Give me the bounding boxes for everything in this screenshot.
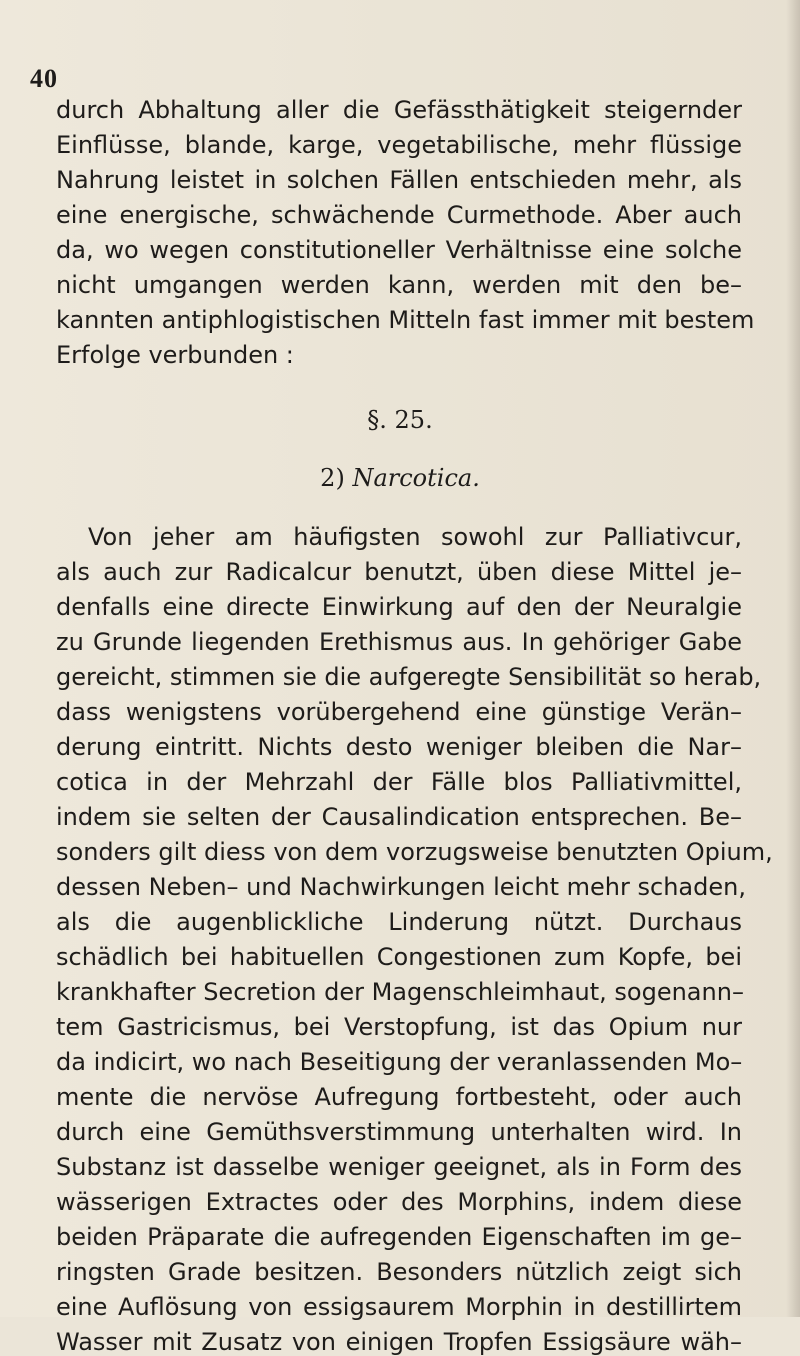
subheading xyxy=(0,464,800,492)
text-line: Von jeher am häufigsten sowohl zur Palliativcur, xyxy=(88,523,742,551)
page-number: 40 xyxy=(30,64,58,93)
text-line: durch eine Gemüthsverstimmung unterhalten wird. In xyxy=(56,1118,742,1146)
text-line: durch Abhaltung aller die Gefässthätigkeit steigernder xyxy=(56,96,742,124)
text-line: eine Auflösung von essigsaurem Morphin in destillirtem xyxy=(56,1293,742,1321)
text-line: schädlich bei habituellen Congestionen zum Kopfe, bei xyxy=(56,943,742,971)
text-line: ringsten Grade besitzen. Besonders nützlich zeigt sich xyxy=(56,1258,742,1286)
text-line: denfalls eine directe Einwirkung auf den der Neuralgie xyxy=(56,593,742,621)
subheading-number: 2) xyxy=(320,464,345,492)
text-line: Einflüsse, blande, karge, vegetabilische, mehr flüssige xyxy=(56,131,742,159)
text-line: da, wo wegen constitutioneller Verhältnisse eine solche xyxy=(56,236,742,264)
text-line: krankhafter Secretion der Magenschleimhaut, sogenann– xyxy=(56,978,744,1006)
text-line: dass wenigstens vorübergehend eine günstige Verän– xyxy=(56,698,742,726)
text-line: indem sie selten der Causalindication entsprechen. Be– xyxy=(56,803,742,831)
text-line: derung eintritt. Nichts desto weniger bleiben die Nar– xyxy=(56,733,742,761)
text-line: kannten antiphlogistischen Mitteln fast immer mit bestem xyxy=(56,306,755,334)
text-line: als die augenblickliche Linderung nützt. Durchaus xyxy=(56,908,742,936)
section-number: §. 25. xyxy=(367,406,433,434)
text-line: beiden Präparate die aufregenden Eigenschaften im ge– xyxy=(56,1223,742,1251)
text-line: sonders gilt diess von dem vorzugsweise benutzten Opium, xyxy=(56,838,773,866)
text-line: mente die nervöse Aufregung fortbesteht, oder auch xyxy=(56,1083,742,1111)
text-line: als auch zur Radicalcur benutzt, üben diese Mittel je– xyxy=(56,558,742,586)
text-line: cotica in der Mehrzahl der Fälle blos Palliativmittel, xyxy=(56,768,742,796)
text-line: tem Gastricismus, bei Verstopfung, ist das Opium nur xyxy=(56,1013,742,1041)
text-line: Erfolge verbunden : xyxy=(56,341,294,369)
subheading-title: Narcotica. xyxy=(352,464,480,492)
page-edge-shadow xyxy=(786,0,800,1317)
text-line: zu Grunde liegenden Erethismus aus. In gehöriger Gabe xyxy=(56,628,742,656)
text-line: Nahrung leistet in solchen Fällen entschieden mehr, als xyxy=(56,166,742,194)
text-line: nicht umgangen werden kann, werden mit den be– xyxy=(56,271,742,299)
text-line: dessen Neben– und Nachwirkungen leicht mehr schaden, xyxy=(56,873,746,901)
text-line: Wasser mit Zusatz von einigen Tropfen Essigsäure wäh– xyxy=(56,1328,742,1356)
text-line: eine energische, schwächende Curmethode. Aber auch xyxy=(56,201,742,229)
text-line: gereicht, stimmen sie die aufgeregte Sensibilität so herab, xyxy=(56,663,762,691)
text-line: da indicirt, wo nach Beseitigung der veranlassenden Mo– xyxy=(56,1048,743,1076)
text-line: Substanz ist dasselbe weniger geeignet, als in Form des xyxy=(56,1153,742,1181)
text-line: wässerigen Extractes oder des Morphins, indem diese xyxy=(56,1188,742,1216)
